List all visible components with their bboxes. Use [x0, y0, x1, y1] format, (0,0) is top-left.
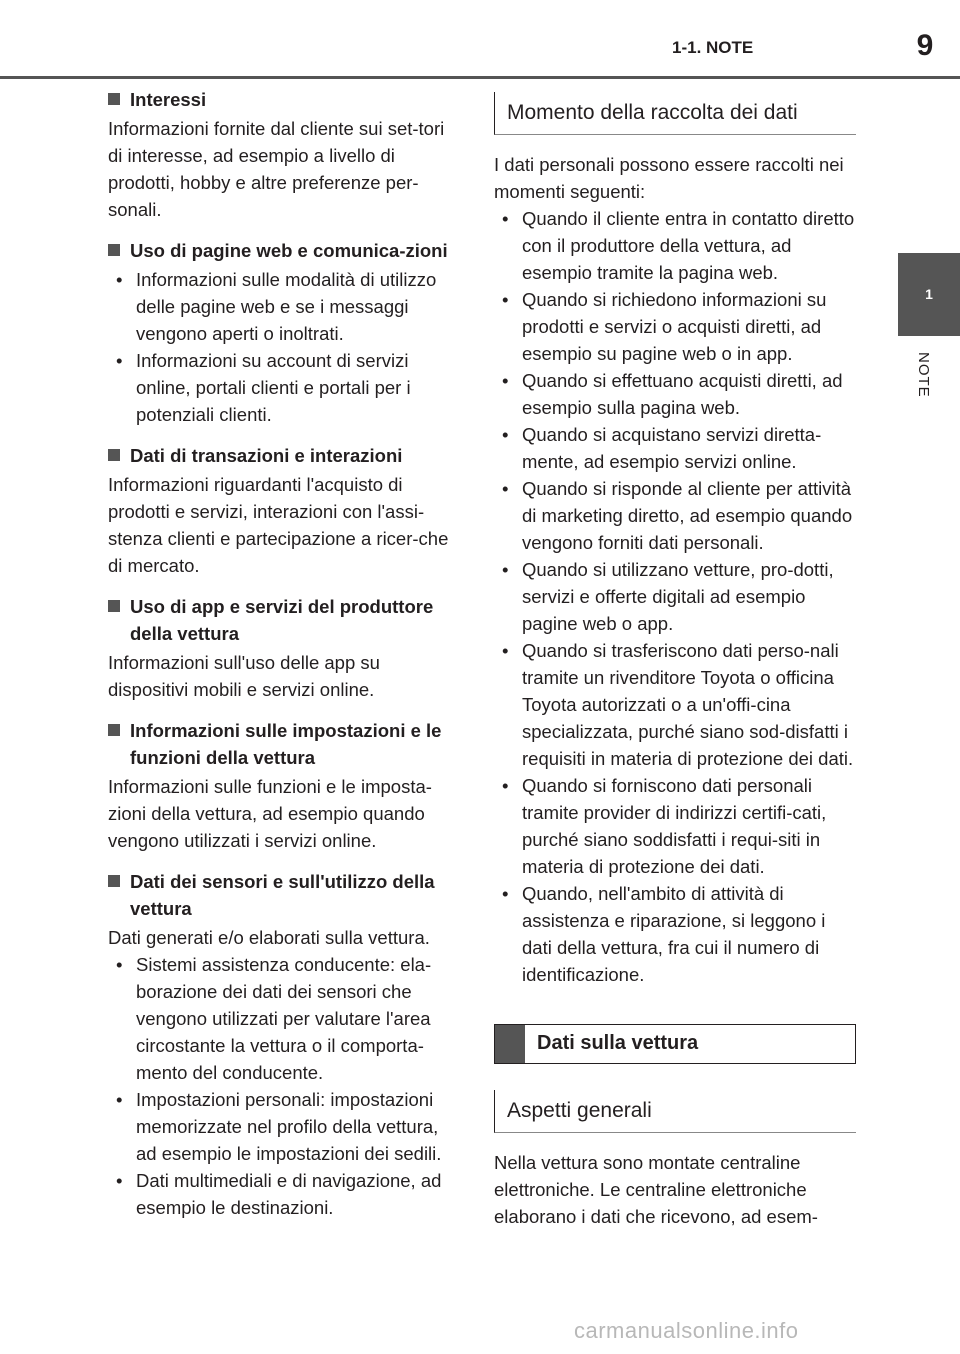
square-bullet-icon [108, 875, 120, 887]
subheading-text: Dati dei sensori e sull'utilizzo della vettura [130, 871, 435, 919]
square-bullet-icon [108, 449, 120, 461]
left-column [108, 86, 460, 1235]
list-item: • Quando si utilizzano vetture, pro-dotti, servizi e offerte digitali ad esempio pagine web o app. [494, 556, 856, 637]
list-item: • Quando si trasferiscono dati perso-nali tramite un rivenditore Toyota o officina Toyota autorizzati o a un'offi-cina specializzata, purché siano sod-disfatti i requisiti in materia di protezione dei dati. [494, 637, 856, 772]
list-item: • Quando si effettuano acquisti diretti, ad esempio sulla pagina web. [494, 367, 856, 421]
subheading [106, 442, 460, 469]
chapter-tab: 1 [898, 253, 960, 336]
paragraph: Informazioni sull'uso delle app su dispositivi mobili e servizi online. [108, 652, 380, 700]
square-bullet-icon [108, 724, 120, 736]
bullet-list [494, 205, 856, 988]
section-heading-aspetti: Aspetti generali [494, 1090, 856, 1133]
block-impostazioni [108, 717, 460, 854]
paragraph: Informazioni fornite dal cliente sui set-tori di interesse, ad esempio a livello di prodotti, hobby e altre preferenze per-sonali. [108, 118, 445, 220]
list-item: • Informazioni sulle modalità di utilizzo delle pagine web e se i messaggi vengono aperti o inoltrati. [108, 266, 460, 347]
subheading-text: Informazioni sulle impostazioni e le funzioni della vettura [130, 720, 442, 768]
paragraph: Dati generati e/o elaborati sulla vettura. [108, 927, 430, 948]
list-item: • Sistemi assistenza conducente: ela-borazione dei dati dei sensori che vengono utilizzati per valutare l'area circostante la vettura o il comporta-mento del conducente. [108, 951, 460, 1086]
section-heading-momento: Momento della raccolta dei dati [494, 92, 856, 135]
block-sensori [108, 868, 460, 1221]
block-app-servizi [108, 593, 460, 703]
list-item: • Dati multimediali e di navigazione, ad esempio le destinazioni. [108, 1167, 460, 1221]
subheading-text: Dati di transazioni e interazioni [130, 445, 403, 466]
subheading [106, 868, 460, 922]
list-item: • Informazioni su account di servizi online, portali clienti e portali per i potenziali clienti. [108, 347, 460, 428]
square-bullet-icon [108, 244, 120, 256]
watermark: carmanualsonline.info [574, 1318, 799, 1343]
square-bullet-icon [108, 600, 120, 612]
list-item: • Quando si acquistano servizi diretta-mente, ad esempio servizi online. [494, 421, 856, 475]
block-pagine-web [108, 237, 460, 428]
heading-bar [495, 1025, 525, 1063]
page-number: 9 [916, 29, 934, 62]
subheading [106, 237, 460, 264]
paragraph: I dati personali possono essere raccolti nei momenti seguenti: [494, 154, 844, 202]
header-section-title: 1-1. NOTE [672, 38, 754, 57]
list-item: • Quando il cliente entra in contatto diretto con il produttore della vettura, ad esempio tramite la pagina web. [494, 205, 856, 286]
list-item: • Quando si richiedono informazioni su prodotti e servizi o acquisti diretti, ad esempio su pagine web o in app. [494, 286, 856, 367]
paragraph: Informazioni sulle funzioni e le imposta-zioni della vettura, ad esempio quando vengono utilizzati i servizi online. [108, 776, 432, 851]
block-transazioni [108, 442, 460, 579]
list-item: • Quando si risponde al cliente per attività di marketing diretto, ad esempio quando vengono forniti dati personali. [494, 475, 856, 556]
bullet-list [108, 266, 460, 428]
subheading-text: Uso di pagine web e comunica-zioni [130, 240, 448, 261]
subheading [106, 593, 460, 647]
list-item: • Impostazioni personali: impostazioni memorizzate nel profilo della vettura, ad esempio le impostazioni dei sedili. [108, 1086, 460, 1167]
paragraph: Nella vettura sono montate centraline elettroniche. Le centraline elettroniche elaborano i dati che ricevono, ad esem- [494, 1152, 818, 1227]
subheading [106, 717, 460, 771]
subheading-text: Uso di app e servizi del produttore della vettura [130, 596, 434, 644]
subheading [106, 86, 460, 113]
right-column [494, 92, 856, 1230]
list-item: • Quando, nell'ambito di attività di assistenza e riparazione, si leggono i dati della vettura, fra cui il numero di identificazione. [494, 880, 856, 988]
square-bullet-icon [108, 93, 120, 105]
paragraph: Informazioni riguardanti l'acquisto di prodotti e servizi, interazioni con l'assi-stenza clienti e partecipazione a ricer-che di mercato. [108, 474, 449, 576]
bullet-list [108, 951, 460, 1221]
block-interessi [108, 86, 460, 223]
header-rule [0, 76, 960, 79]
chapter-label: NOTE [915, 352, 932, 398]
subheading-text: Interessi [130, 89, 207, 110]
list-item: • Quando si forniscono dati personali tramite provider di indirizzi certifi-cati, purché siano soddisfatti i requi-siti in materia di protezione dei dati. [494, 772, 856, 880]
section-heading-dati-vettura [494, 1024, 856, 1064]
heading-text: Dati sulla vettura [537, 1032, 699, 1054]
